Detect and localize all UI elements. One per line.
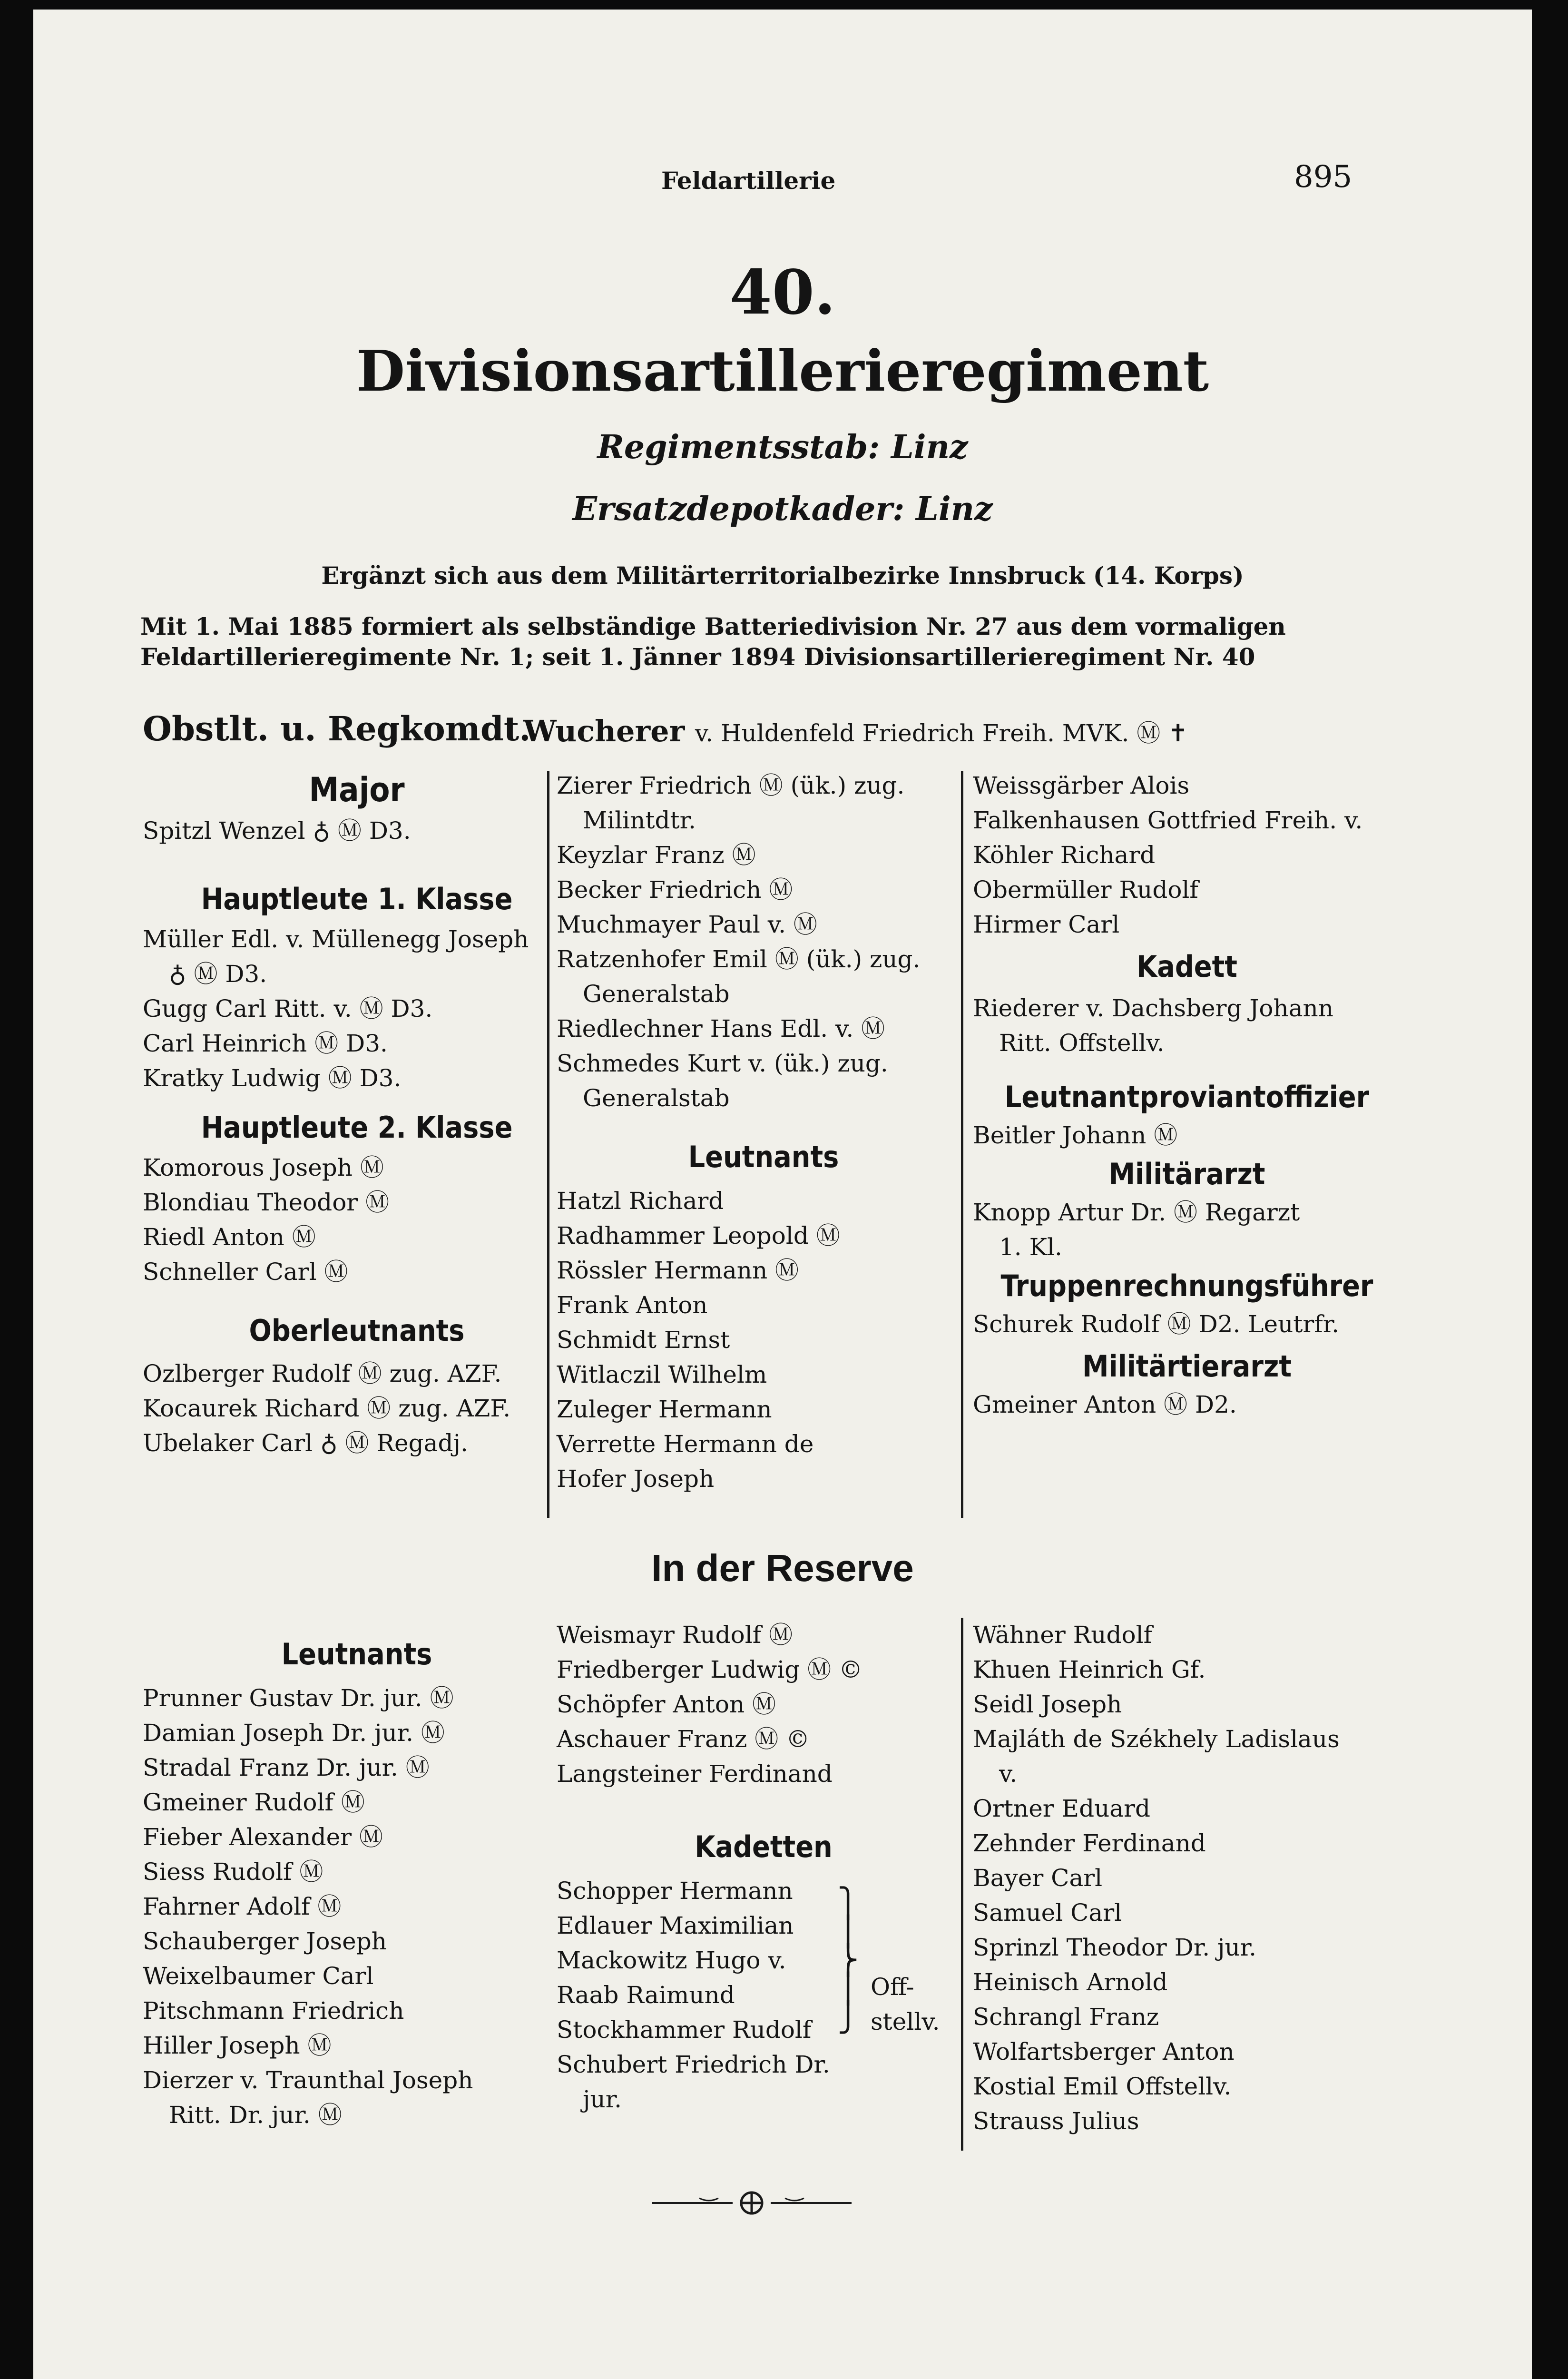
page xyxy=(33,10,1532,2379)
entry: Ritt. Dr. jur. Ⓜ xyxy=(169,2101,342,2129)
entry: Riederer v. Dachsberg Johann xyxy=(973,994,1333,1022)
entry: Fieber Alexander Ⓜ xyxy=(143,1823,383,1851)
entry: Mackowitz Hugo v. xyxy=(557,1946,786,1974)
entry: Obermüller Rudolf xyxy=(973,876,1198,904)
entry: Siess Rudolf Ⓜ xyxy=(143,1858,323,1886)
reserve-column-2 xyxy=(557,1618,970,2117)
entry: Gmeiner Anton Ⓜ D2. xyxy=(973,1391,1237,1418)
entry: Witlaczil Wilhelm xyxy=(557,1361,767,1388)
entry: Becker Friedrich Ⓜ xyxy=(557,876,793,904)
entry: Fahrner Adolf Ⓜ xyxy=(143,1893,342,1920)
offstellv-note: Off- stellv. xyxy=(871,1973,940,2035)
entry: Gugg Carl Ritt. v. Ⓜ D3. xyxy=(143,995,433,1022)
reserve-column-1 xyxy=(143,1637,571,2133)
entry: Zuleger Hermann xyxy=(557,1396,772,1423)
heading-cadets: Kadetten xyxy=(695,1829,833,1864)
heading-cadet: Kadett xyxy=(1137,949,1237,984)
entry: Stradal Franz Dr. jur. Ⓜ xyxy=(143,1754,430,1781)
heading-veterinarian: Militärtierarzt xyxy=(1082,1349,1292,1384)
entry: Schöpfer Anton Ⓜ xyxy=(557,1691,776,1718)
entry: Muchmayer Paul v. Ⓜ xyxy=(557,911,817,938)
entry: Ubelaker Carl ♁ Ⓜ Regadj. xyxy=(143,1429,468,1457)
entry: Hatzl Richard xyxy=(557,1187,724,1215)
entry: ♁ Ⓜ D3. xyxy=(169,960,267,988)
heading-captains-2: Hauptleute 2. Klasse xyxy=(201,1110,513,1145)
entry: Riedl Anton Ⓜ xyxy=(143,1223,316,1251)
column-active-1 xyxy=(143,766,571,1461)
entry: Seidl Joseph xyxy=(973,1691,1122,1718)
entry: Schopper Hermann xyxy=(557,1877,793,1905)
recruitment-note: Ergänzt sich aus dem Militärterritorialbezirke Innsbruck (14. Korps) xyxy=(321,561,1244,590)
entry: Komorous Joseph Ⓜ xyxy=(143,1154,384,1181)
entry: Zehnder Ferdinand xyxy=(973,1829,1206,1857)
entry: Generalstab xyxy=(583,980,730,1008)
entry: Milintdtr. xyxy=(583,806,696,834)
commander-name: Wucherer v. Huldenfeld Friedrich Freih. MVK. Ⓜ ✝ xyxy=(523,714,1188,748)
entry: Radhammer Leopold Ⓜ xyxy=(557,1222,840,1249)
reserve-heading: In der Reserve xyxy=(651,1547,914,1589)
page-number: 895 xyxy=(1294,159,1352,195)
entry: Stockhammer Rudolf xyxy=(557,2016,812,2044)
entry: Kostial Emil Offstellv. xyxy=(973,2073,1232,2100)
entry: Knopp Artur Dr. Ⓜ Regarzt xyxy=(973,1199,1300,1226)
entry: Ratzenhofer Emil Ⓜ (ük.) zug. xyxy=(557,945,921,973)
column-active-2 xyxy=(557,768,970,1496)
entry: Frank Anton xyxy=(557,1291,708,1319)
entry: Schurek Rudolf Ⓜ D2. Leutrfr. xyxy=(973,1310,1340,1338)
entry: Weixelbaumer Carl xyxy=(143,1962,374,1990)
entry: Carl Heinrich Ⓜ D3. xyxy=(143,1030,388,1057)
entry: Kocaurek Richard Ⓜ zug. AZF. xyxy=(143,1395,511,1422)
entry: Raab Raimund xyxy=(557,1981,735,2009)
replacement-depot: Ersatzdepotkader: Linz xyxy=(572,490,993,528)
entry: jur. xyxy=(583,2085,622,2113)
entry: Hiller Joseph Ⓜ xyxy=(143,2032,332,2059)
entry: Prunner Gustav Dr. jur. Ⓜ xyxy=(143,1684,454,1712)
entry: Samuel Carl xyxy=(973,1899,1122,1927)
entry: Beitler Johann Ⓜ xyxy=(973,1121,1178,1149)
brace: ⎫ ⎪ ⎬ ⎪ ⎭ xyxy=(837,1887,859,2034)
heading-lieutenants: Leutnants xyxy=(688,1140,839,1174)
entry: Zierer Friedrich Ⓜ (ük.) zug. xyxy=(557,772,905,799)
ornament-divider xyxy=(652,2189,852,2217)
entry: Spitzl Wenzel ♁ Ⓜ D3. xyxy=(143,817,411,845)
heading-military-doctor: Militärarzt xyxy=(1108,1157,1265,1191)
entry: Aschauer Franz Ⓜ © xyxy=(557,1725,810,1753)
entry: Friedberger Ludwig Ⓜ © xyxy=(557,1656,863,1683)
heading-provisions-officer: Leutnantproviantoffizier xyxy=(1004,1080,1370,1114)
entry: Generalstab xyxy=(583,1084,730,1112)
entry: Schmidt Ernst xyxy=(557,1326,730,1354)
entry: Khuen Heinrich Gf. xyxy=(973,1656,1206,1683)
entry: Verrette Hermann de xyxy=(557,1430,814,1458)
entry: Gmeiner Rudolf Ⓜ xyxy=(143,1789,365,1816)
commander-rank: Obstlt. u. Regkomdt. xyxy=(143,709,531,748)
column-active-3 xyxy=(973,768,1401,1422)
entry: Wähner Rudolf xyxy=(973,1621,1153,1649)
entry: v. xyxy=(999,1760,1018,1788)
regiment-title: Divisionsartillerieregiment xyxy=(356,338,1209,404)
running-header: Feldartillerie xyxy=(661,167,836,195)
entry: Weismayr Rudolf Ⓜ xyxy=(557,1621,793,1649)
regiment-staff: Regimentsstab: Linz xyxy=(597,428,968,466)
entry: Wolfartsberger Anton xyxy=(973,2038,1235,2065)
entry: Schneller Carl Ⓜ xyxy=(143,1258,348,1286)
entry: Keyzlar Franz Ⓜ xyxy=(557,841,756,869)
entry: Majláth de Székhely Ladislaus xyxy=(973,1725,1340,1753)
entry: Bayer Carl xyxy=(973,1864,1103,1892)
entry: Hirmer Carl xyxy=(973,911,1120,938)
entry: Sprinzl Theodor Dr. jur. xyxy=(973,1934,1257,1961)
entry: Ortner Eduard xyxy=(973,1795,1150,1822)
entry: Schmedes Kurt v. (ük.) zug. xyxy=(557,1050,888,1077)
entry: Edlauer Maximilian xyxy=(557,1912,794,1939)
entry: Ozlberger Rudolf Ⓜ zug. AZF. xyxy=(143,1360,502,1387)
entry: Ritt. Offstellv. xyxy=(999,1029,1165,1057)
entry: Rössler Hermann Ⓜ xyxy=(557,1257,799,1284)
entry: Falkenhausen Gottfried Freih. v. xyxy=(973,806,1363,834)
entry: Strauss Julius xyxy=(973,2107,1139,2135)
history-note: Mit 1. Mai 1885 formiert als selbständige Batteriedivision Nr. 27 aus dem vormaligen Feldartillerieregimente Nr. 1; seit 1. Jänner 1894 Divisionsartillerieregiment Nr. 40 xyxy=(140,612,1286,671)
heading-first-lieutenants: Oberleutnants xyxy=(249,1313,465,1348)
entry: Dierzer v. Traunthal Joseph xyxy=(143,2066,473,2094)
heading-captains-1: Hauptleute 1. Klasse xyxy=(201,882,513,916)
entry: Müller Edl. v. Müllenegg Joseph xyxy=(143,925,529,953)
entry: Weissgärber Alois xyxy=(973,772,1190,799)
heading-paymaster: Truppenrechnungsführer xyxy=(1000,1268,1373,1303)
entry: Kratky Ludwig Ⓜ D3. xyxy=(143,1064,402,1092)
entry: Köhler Richard xyxy=(973,841,1156,869)
entry: Heinisch Arnold xyxy=(973,1968,1168,1996)
entry: Damian Joseph Dr. jur. Ⓜ xyxy=(143,1719,445,1747)
entry: Schubert Friedrich Dr. xyxy=(557,2051,830,2078)
entry: Pitschmann Friedrich xyxy=(143,1997,404,2025)
entry: Blondiau Theodor Ⓜ xyxy=(143,1189,390,1216)
heading-reserve-lieutenants: Leutnants xyxy=(281,1637,432,1671)
entry: Riedlechner Hans Edl. v. Ⓜ xyxy=(557,1015,885,1042)
regiment-number: 40. xyxy=(729,257,836,328)
reserve-column-3 xyxy=(973,1618,1401,2139)
entry: Langsteiner Ferdinand xyxy=(557,1760,833,1788)
entry: Schrangl Franz xyxy=(973,2003,1159,2031)
entry: 1. Kl. xyxy=(999,1233,1062,1261)
heading-major: Major xyxy=(309,770,405,809)
entry: Schauberger Joseph xyxy=(143,1927,387,1955)
entry: Hofer Joseph xyxy=(557,1465,715,1493)
